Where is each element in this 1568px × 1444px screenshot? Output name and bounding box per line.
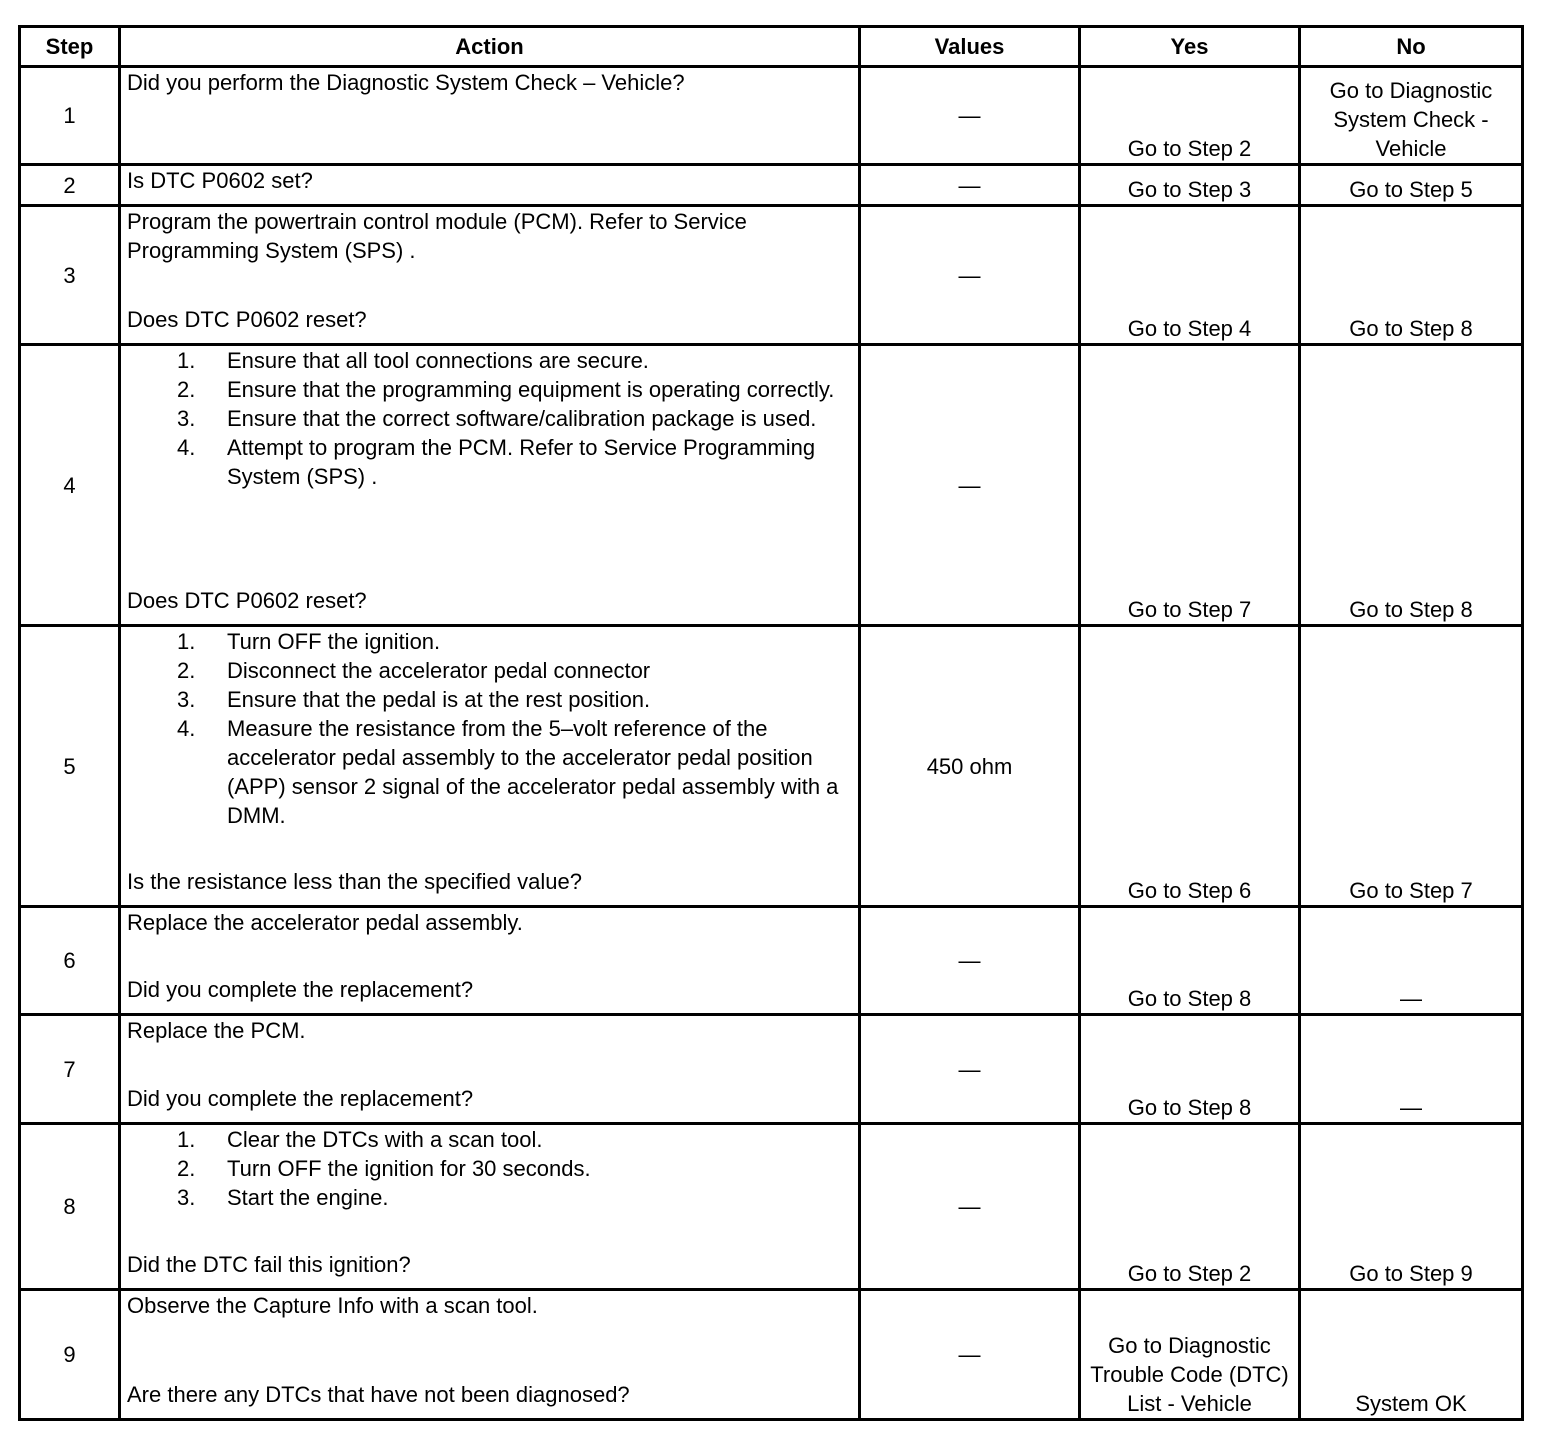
action-text: Is DTC P0602 set? bbox=[127, 168, 313, 193]
no-cell: Go to Step 8 bbox=[1300, 345, 1523, 626]
list-item-text: Attempt to program the PCM. Refer to Service Programming System (SPS) . bbox=[227, 435, 816, 489]
list-item-number: 4. bbox=[177, 435, 196, 460]
table-row bbox=[20, 1290, 1523, 1420]
list-item-text: Measure the resistance from the 5–volt reference of the accelerator pedal assembly to the accelerator pedal position (APP) sensor 2 signal of the accelerator pedal assembly with a DMM. bbox=[227, 716, 839, 828]
action-cell bbox=[120, 1290, 860, 1420]
action-text: Program the powertrain control module (PCM). Refer to Service Programming System (SPS) . bbox=[127, 209, 747, 263]
step-number: 5 bbox=[20, 626, 120, 907]
step-number: 8 bbox=[20, 1124, 120, 1290]
yes-cell: Go to Step 6 bbox=[1080, 626, 1300, 907]
list-item-text: Ensure that the pedal is at the rest position. bbox=[227, 687, 651, 712]
list-item bbox=[127, 627, 852, 656]
step-number: 2 bbox=[20, 165, 120, 206]
procedure-list bbox=[127, 627, 852, 830]
no-cell: Go to Step 8 bbox=[1300, 206, 1523, 345]
step-number: 9 bbox=[20, 1290, 120, 1420]
values-cell: — bbox=[860, 67, 1080, 165]
values-cell: — bbox=[860, 1290, 1080, 1420]
action-cell bbox=[120, 165, 860, 206]
step-number: 1 bbox=[20, 67, 120, 165]
action-text: Replace the accelerator pedal assembly. bbox=[127, 910, 523, 935]
header-row bbox=[20, 27, 1523, 67]
table-row bbox=[20, 165, 1523, 206]
yes-cell: Go to Step 8 bbox=[1080, 907, 1300, 1015]
no-cell: — bbox=[1300, 1015, 1523, 1124]
list-item-text: Ensure that the correct software/calibration package is used. bbox=[227, 406, 817, 431]
no-cell: System OK bbox=[1300, 1290, 1523, 1420]
list-item-text: Start the engine. bbox=[227, 1185, 389, 1210]
values-cell: — bbox=[860, 165, 1080, 206]
list-item bbox=[127, 404, 852, 433]
action-question: Does DTC P0602 reset? bbox=[127, 588, 367, 613]
header-step: Step bbox=[20, 27, 120, 67]
no-cell: Go to Step 7 bbox=[1300, 626, 1523, 907]
list-item bbox=[127, 1154, 852, 1183]
list-item-number: 3. bbox=[177, 687, 196, 712]
list-item bbox=[127, 685, 852, 714]
list-item-number: 1. bbox=[177, 348, 196, 373]
list-item-number: 2. bbox=[177, 658, 196, 683]
action-cell bbox=[120, 67, 860, 165]
values-cell: — bbox=[860, 907, 1080, 1015]
step-number: 3 bbox=[20, 206, 120, 345]
list-item-number: 1. bbox=[177, 1127, 196, 1152]
header-yes: Yes bbox=[1080, 27, 1300, 67]
list-item bbox=[127, 375, 852, 404]
list-item bbox=[127, 433, 852, 491]
no-cell: Go to Step 5 bbox=[1300, 165, 1523, 206]
list-item-number: 1. bbox=[177, 629, 196, 654]
list-item-text: Turn OFF the ignition. bbox=[227, 629, 441, 654]
header-action: Action bbox=[120, 27, 860, 67]
action-cell bbox=[120, 1015, 860, 1124]
action-question: Are there any DTCs that have not been diagnosed? bbox=[127, 1382, 630, 1407]
yes-cell: Go to Step 8 bbox=[1080, 1015, 1300, 1124]
action-cell bbox=[120, 907, 860, 1015]
diagnostic-table bbox=[18, 25, 1524, 1421]
values-cell: — bbox=[860, 1124, 1080, 1290]
procedure-list bbox=[127, 1125, 852, 1212]
table-row bbox=[20, 907, 1523, 1015]
action-question: Does DTC P0602 reset? bbox=[127, 307, 367, 332]
list-item-text: Clear the DTCs with a scan tool. bbox=[227, 1127, 543, 1152]
action-text: Replace the PCM. bbox=[127, 1018, 306, 1043]
yes-cell: Go to Step 3 bbox=[1080, 165, 1300, 206]
yes-cell: Go to Step 4 bbox=[1080, 206, 1300, 345]
no-cell: Go to Diagnostic System Check - Vehicle bbox=[1300, 67, 1523, 165]
table-row bbox=[20, 345, 1523, 626]
action-question: Did you complete the replacement? bbox=[127, 977, 474, 1002]
procedure-list bbox=[127, 346, 852, 491]
yes-cell: Go to Step 7 bbox=[1080, 345, 1300, 626]
table-row bbox=[20, 206, 1523, 345]
yes-cell: Go to Diagnostic Trouble Code (DTC) List - Vehicle bbox=[1080, 1290, 1300, 1420]
action-cell bbox=[120, 1124, 860, 1290]
action-cell bbox=[120, 206, 860, 345]
table-row bbox=[20, 67, 1523, 165]
values-cell: — bbox=[860, 1015, 1080, 1124]
list-item bbox=[127, 1183, 852, 1212]
list-item bbox=[127, 714, 852, 830]
list-item-number: 2. bbox=[177, 377, 196, 402]
list-item-text: Turn OFF the ignition for 30 seconds. bbox=[227, 1156, 591, 1181]
list-item-text: Disconnect the accelerator pedal connector bbox=[227, 658, 651, 683]
step-number: 4 bbox=[20, 345, 120, 626]
header-values: Values bbox=[860, 27, 1080, 67]
action-text: Observe the Capture Info with a scan tool. bbox=[127, 1293, 538, 1318]
table-row bbox=[20, 1015, 1523, 1124]
no-cell: Go to Step 9 bbox=[1300, 1124, 1523, 1290]
table-row bbox=[20, 626, 1523, 907]
values-cell: — bbox=[860, 345, 1080, 626]
list-item bbox=[127, 656, 852, 685]
step-number: 6 bbox=[20, 907, 120, 1015]
action-cell bbox=[120, 345, 860, 626]
list-item-text: Ensure that all tool connections are secure. bbox=[227, 348, 649, 373]
action-question: Did you complete the replacement? bbox=[127, 1086, 474, 1111]
list-item-number: 3. bbox=[177, 1185, 196, 1210]
action-question: Is the resistance less than the specified value? bbox=[127, 869, 582, 894]
action-question: Did the DTC fail this ignition? bbox=[127, 1252, 411, 1277]
yes-cell: Go to Step 2 bbox=[1080, 67, 1300, 165]
list-item-number: 3. bbox=[177, 406, 196, 431]
step-number: 7 bbox=[20, 1015, 120, 1124]
list-item bbox=[127, 1125, 852, 1154]
action-text: Did you perform the Diagnostic System Check – Vehicle? bbox=[127, 70, 685, 95]
header-no: No bbox=[1300, 27, 1523, 67]
list-item-number: 4. bbox=[177, 716, 196, 741]
values-cell: 450 ohm bbox=[860, 626, 1080, 907]
no-cell: — bbox=[1300, 907, 1523, 1015]
yes-cell: Go to Step 2 bbox=[1080, 1124, 1300, 1290]
table-row bbox=[20, 1124, 1523, 1290]
list-item bbox=[127, 346, 852, 375]
list-item-number: 2. bbox=[177, 1156, 196, 1181]
values-cell: — bbox=[860, 206, 1080, 345]
action-cell bbox=[120, 626, 860, 907]
list-item-text: Ensure that the programming equipment is operating correctly. bbox=[227, 377, 835, 402]
